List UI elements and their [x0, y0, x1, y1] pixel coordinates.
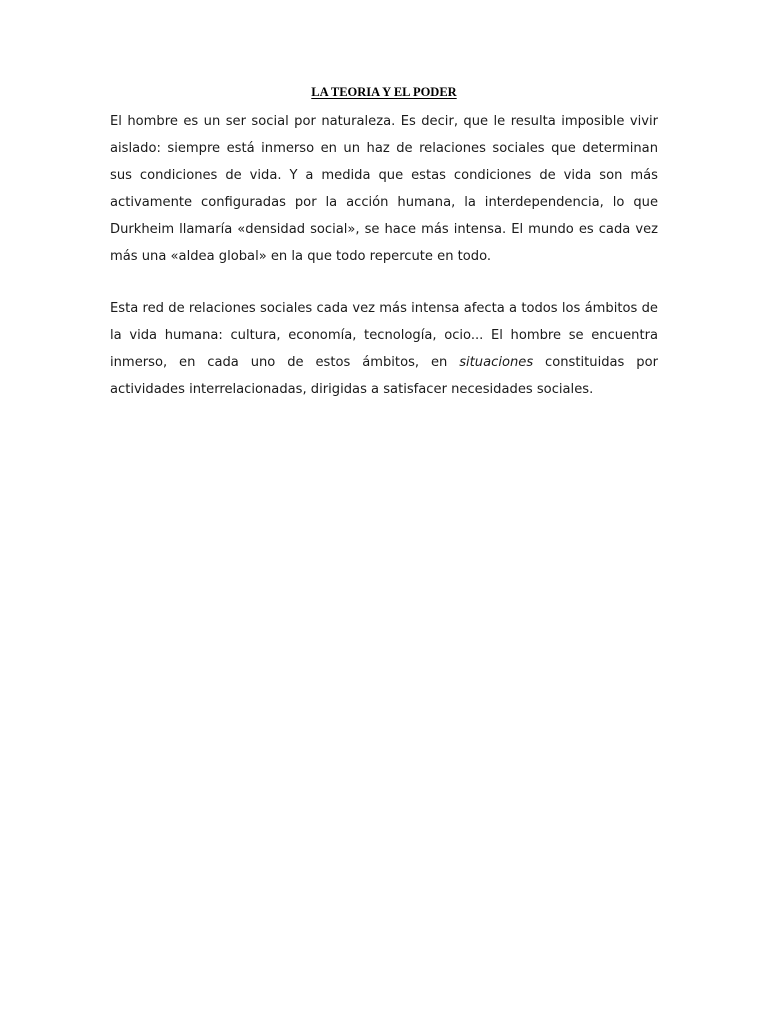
document-title: LA TEORIA Y EL PODER	[311, 85, 457, 99]
paragraph-2-italic-term: situaciones	[459, 354, 534, 370]
paragraph-2-text-end: constituidas por actividades interrelacionadas, dirigidas a satisfacer necesidades sociales.	[110, 354, 658, 397]
paragraph-2	[110, 296, 658, 404]
paragraph-2-text-start: Esta red de relaciones sociales cada vez más intensa afecta a todos los ámbitos de la vida humana: cultura, economía, tecnología, ocio... El hombre se encuentra inmerso, en cada uno de estos ámbitos, en	[110, 301, 658, 370]
paragraph-1: El hombre es un ser social por naturaleza. Es decir, que le resulta imposible vivir aislado: siempre está inmerso en un haz de relaciones sociales que determinan sus condiciones de vida. Y a medida que estas condiciones de vida son más activamente configuradas por la acción humana, la interdependencia, lo que Durkheim llamaría «densidad social», se hace más intensa. El mundo es cada vez más una «aldea global» en la que todo repercute en todo.	[110, 114, 658, 264]
